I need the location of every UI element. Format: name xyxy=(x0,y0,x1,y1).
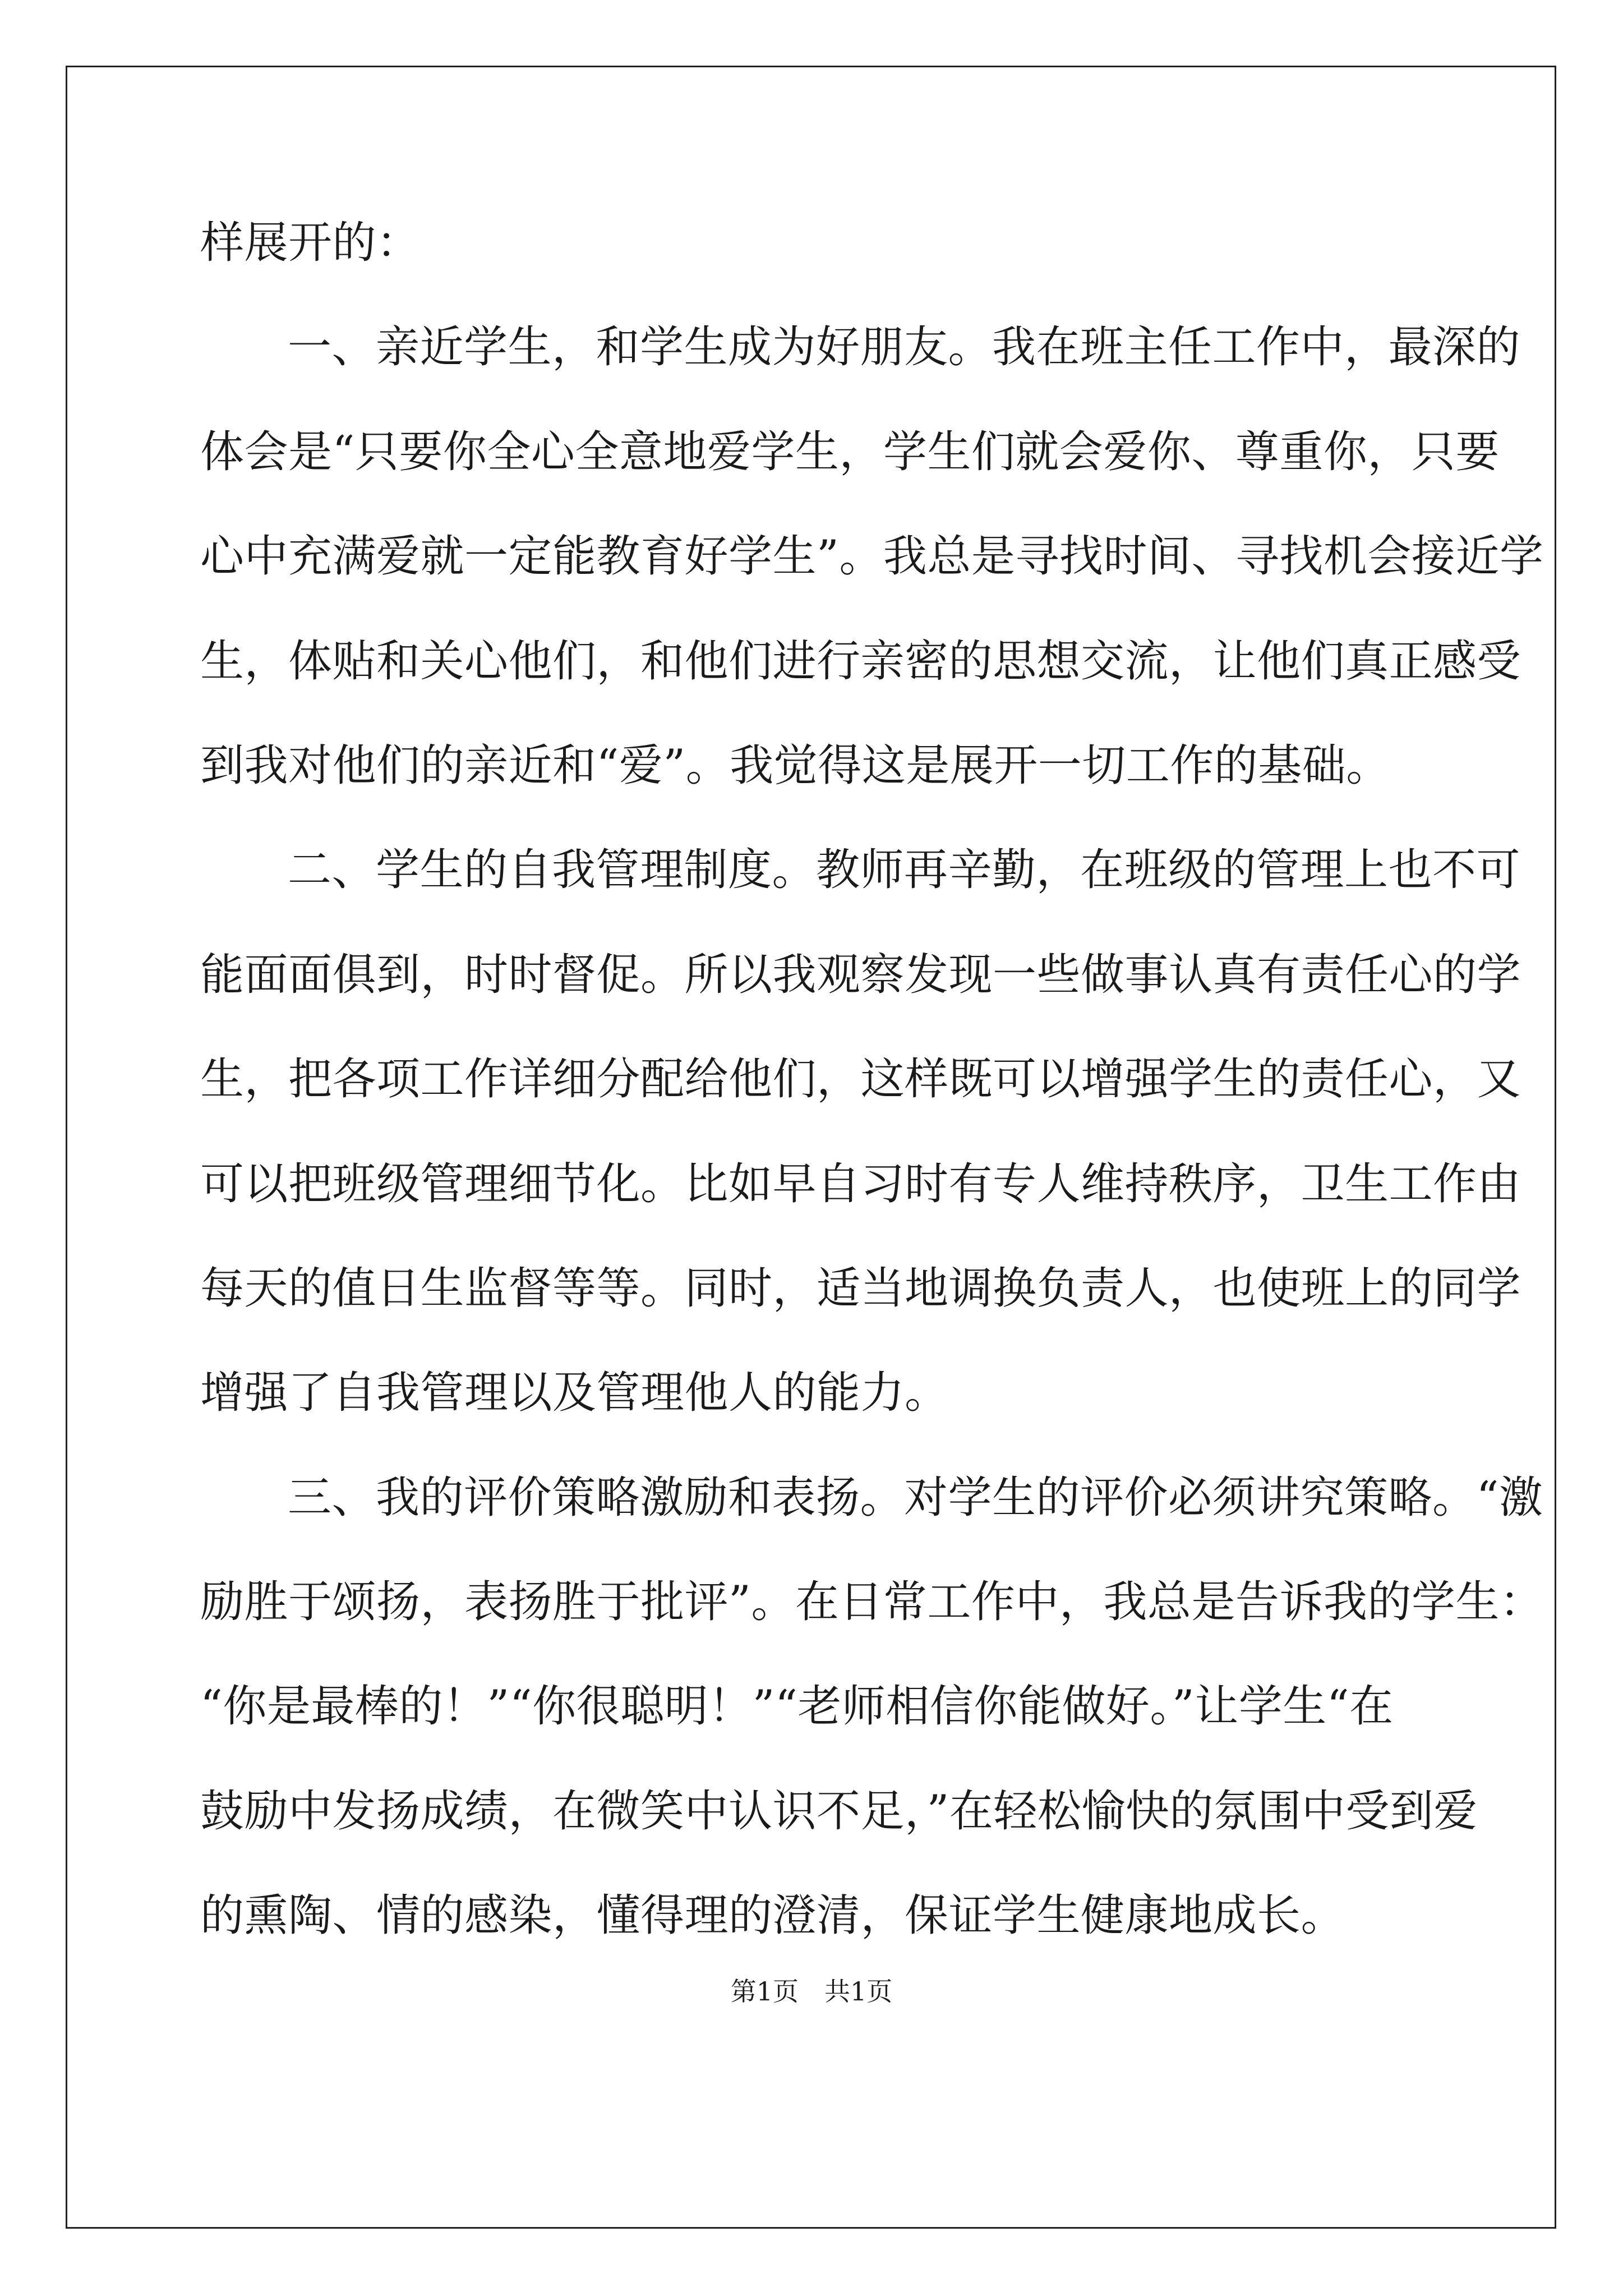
text-line: 生，把各项工作详细分配给他们，这样既可以增强学生的责任心，又 xyxy=(200,1054,1521,1105)
text-line: 增强了自我管理以及管理他人的能力。 xyxy=(200,1368,949,1419)
text-line: 可以把班级管理细节化。比如早自习时有专人维持秩序，卫生工作由 xyxy=(200,1158,1521,1209)
text-line: 生，体贴和关心他们，和他们进行亲密的思想交流，让他们真正感受 xyxy=(200,636,1521,687)
text-line: 到我对他们的亲近和“爱”。我觉得这是展开一切工作的基础。 xyxy=(200,740,1390,791)
paragraph-2-line: 二、学生的自我管理制度。教师再辛勤，在班级的管理上也不可 xyxy=(288,845,1521,896)
text-line: 鼓励中发扬成绩，在微笑中认识不足，”在轻松愉快的氛围中受到爱 xyxy=(200,1786,1478,1837)
paragraph-3-line: 三、我的评价策略激励和表扬。对学生的评价必须讲究策略。“激 xyxy=(288,1472,1543,1523)
document-body xyxy=(200,191,1544,1968)
text-line: 的熏陶、情的感染，懂得理的澄清，保证学生健康地成长。 xyxy=(200,1890,1345,1941)
text-line: 能面面俱到，时时督促。所以我观察发现一些做事认真有责任心的学 xyxy=(200,949,1521,1000)
paragraph-1-line: 一、亲近学生，和学生成为好朋友。我在班主任工作中，最深的 xyxy=(288,322,1521,373)
text-line: “你是最棒的！”“你很聪明！”“老师相信你能做好。”让学生“在 xyxy=(200,1681,1394,1732)
text-line: 样展开的： xyxy=(200,218,421,268)
page-footer: 第1页 共1页 xyxy=(730,1976,893,2007)
text-line: 体会是“只要你全心全意地爱学生，学生们就会爱你、尊重你，只要 xyxy=(200,426,1500,477)
text-line: 心中充满爱就一定能教育好学生”。我总是寻找时间、寻找机会接近学 xyxy=(200,531,1544,582)
text-line: 励胜于颂扬，表扬胜于批评”。在日常工作中，我总是告诉我的学生： xyxy=(200,1577,1544,1628)
text-line: 每天的值日生监督等等。同时，适当地调换负责人，也使班上的同学 xyxy=(200,1263,1521,1314)
